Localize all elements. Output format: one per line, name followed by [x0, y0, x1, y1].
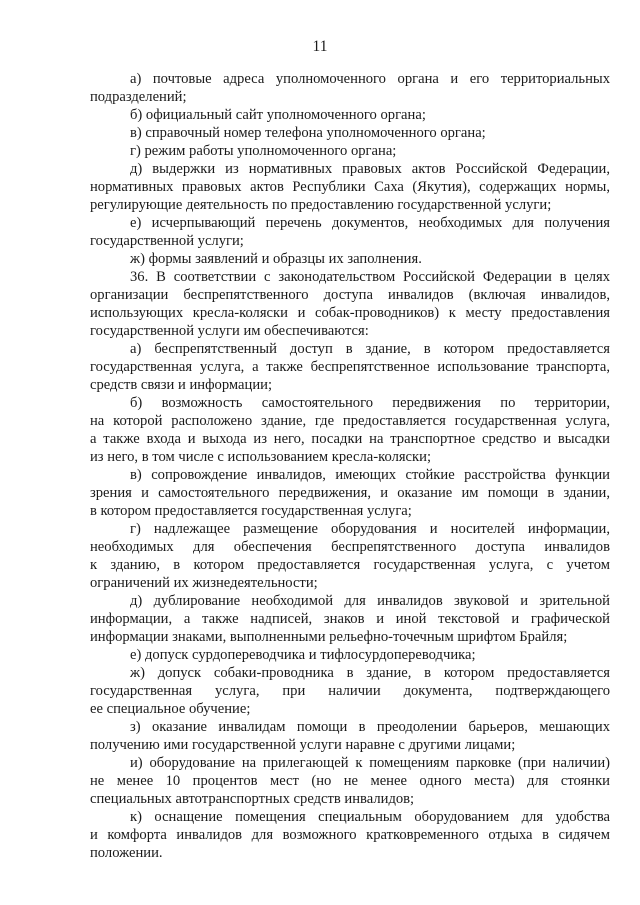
paragraph — [90, 250, 610, 268]
text-line: а) беспрепятственный доступ в здание, в котором предоставляется — [130, 341, 610, 357]
paragraph — [90, 664, 610, 718]
paragraph — [90, 214, 610, 250]
text-line: ограничений их жизнедеятельности; — [90, 575, 318, 591]
document-body — [90, 70, 610, 862]
text-line: д) выдержки из нормативных правовых актов Российской Федерации, — [130, 161, 610, 177]
text-line: а также входа и выхода из него, посадки на транспортное средство и высадки — [90, 431, 610, 447]
text-line: ж) допуск собаки-проводника в здание, в котором предоставляется — [130, 665, 610, 681]
text-line: получению ими государственной услуги наравне с другими лицами; — [90, 737, 516, 753]
text-line: ж) формы заявлений и образцы их заполнения. — [130, 251, 422, 267]
text-line: е) допуск сурдопереводчика и тифлосурдопереводчика; — [130, 647, 476, 663]
paragraph — [90, 268, 610, 340]
text-line: ее специальное обучение; — [90, 701, 251, 717]
text-line: б) официальный сайт уполномоченного органа; — [130, 107, 426, 123]
text-line: д) дублирование необходимой для инвалидов звуковой и зрительной — [130, 593, 610, 609]
text-line: в) справочный номер телефона уполномоченного органа; — [130, 125, 486, 141]
text-line: и комфорта инвалидов для возможного кратковременного отдыха в сидячем — [90, 827, 610, 843]
paragraph — [90, 394, 610, 466]
text-line: использующих кресла-коляски и собак-проводников) к месту предоставления — [90, 305, 610, 321]
text-line: информации знаками, выполненными рельефно-точечным шрифтом Брайля; — [90, 629, 568, 645]
text-line: специальных автотранспортных средств инвалидов; — [90, 791, 415, 807]
text-line: з) оказание инвалидам помощи в преодолении барьеров, мешающих — [130, 719, 610, 735]
text-line: нормативных правовых актов Республики Саха (Якутия), содержащих нормы, — [90, 179, 610, 195]
text-line: регулирующие деятельность по предоставлению государственной услуги; — [90, 197, 552, 213]
paragraph — [90, 718, 610, 754]
text-line: организации беспрепятственного доступа инвалидов (включая инвалидов, — [90, 287, 610, 303]
text-line: и) оборудование на прилегающей к помещениям парковке (при наличии) — [130, 755, 610, 771]
text-line: государственная услуга, при наличии документа, подтверждающего — [90, 683, 610, 699]
text-line: б) возможность самостоятельного передвижения по территории, — [130, 395, 610, 411]
text-line: средств связи и информации; — [90, 377, 272, 393]
paragraph — [90, 142, 610, 160]
text-line: к зданию, в котором предоставляется государственная услуга, с учетом — [90, 557, 610, 573]
text-line: информации, а также надписей, знаков и иной текстовой и графической — [90, 611, 610, 627]
page-number: 11 — [312, 38, 328, 55]
text-line: на которой расположено здание, где предоставляется государственная услуга, — [90, 413, 610, 429]
paragraph — [90, 808, 610, 862]
text-line: г) надлежащее размещение оборудования и носителей информации, — [130, 521, 610, 537]
paragraph — [90, 70, 610, 106]
paragraph — [90, 646, 610, 664]
text-line: подразделений; — [90, 89, 187, 105]
text-line: зрения и самостоятельного передвижения, и оказание им помощи в здании, — [90, 485, 610, 501]
text-line: к) оснащение помещения специальным оборудованием для удобства — [130, 809, 610, 825]
text-line: в) сопровождение инвалидов, имеющих стойкие расстройства функции — [130, 467, 610, 483]
text-line: 36. В соответствии с законодательством Российской Федерации в целях — [130, 269, 610, 285]
paragraph — [90, 124, 610, 142]
paragraph — [90, 466, 610, 520]
text-line: не менее 10 процентов мест (но не менее одного места) для стоянки — [90, 773, 610, 789]
paragraph — [90, 592, 610, 646]
text-line: е) исчерпывающий перечень документов, необходимых для получения — [130, 215, 610, 231]
text-line: государственной услуги; — [90, 233, 244, 249]
paragraph — [90, 754, 610, 808]
paragraph — [90, 106, 610, 124]
text-line: а) почтовые адреса уполномоченного органа и его территориальных — [130, 71, 610, 87]
paragraph — [90, 520, 610, 592]
text-line: г) режим работы уполномоченного органа; — [130, 143, 397, 159]
text-line: в котором предоставляется государственная услуга; — [90, 503, 412, 519]
text-line: необходимых для обеспечения беспрепятственного доступа инвалидов — [90, 539, 610, 555]
text-line: из него, в том числе с использованием кресла-коляски; — [90, 449, 431, 465]
paragraph — [90, 160, 610, 214]
text-line: положении. — [90, 845, 163, 861]
text-line: государственная услуга, а также беспрепятственное использование транспорта, — [90, 359, 610, 375]
paragraph — [90, 340, 610, 394]
text-line: государственной услуги им обеспечиваются: — [90, 323, 369, 339]
